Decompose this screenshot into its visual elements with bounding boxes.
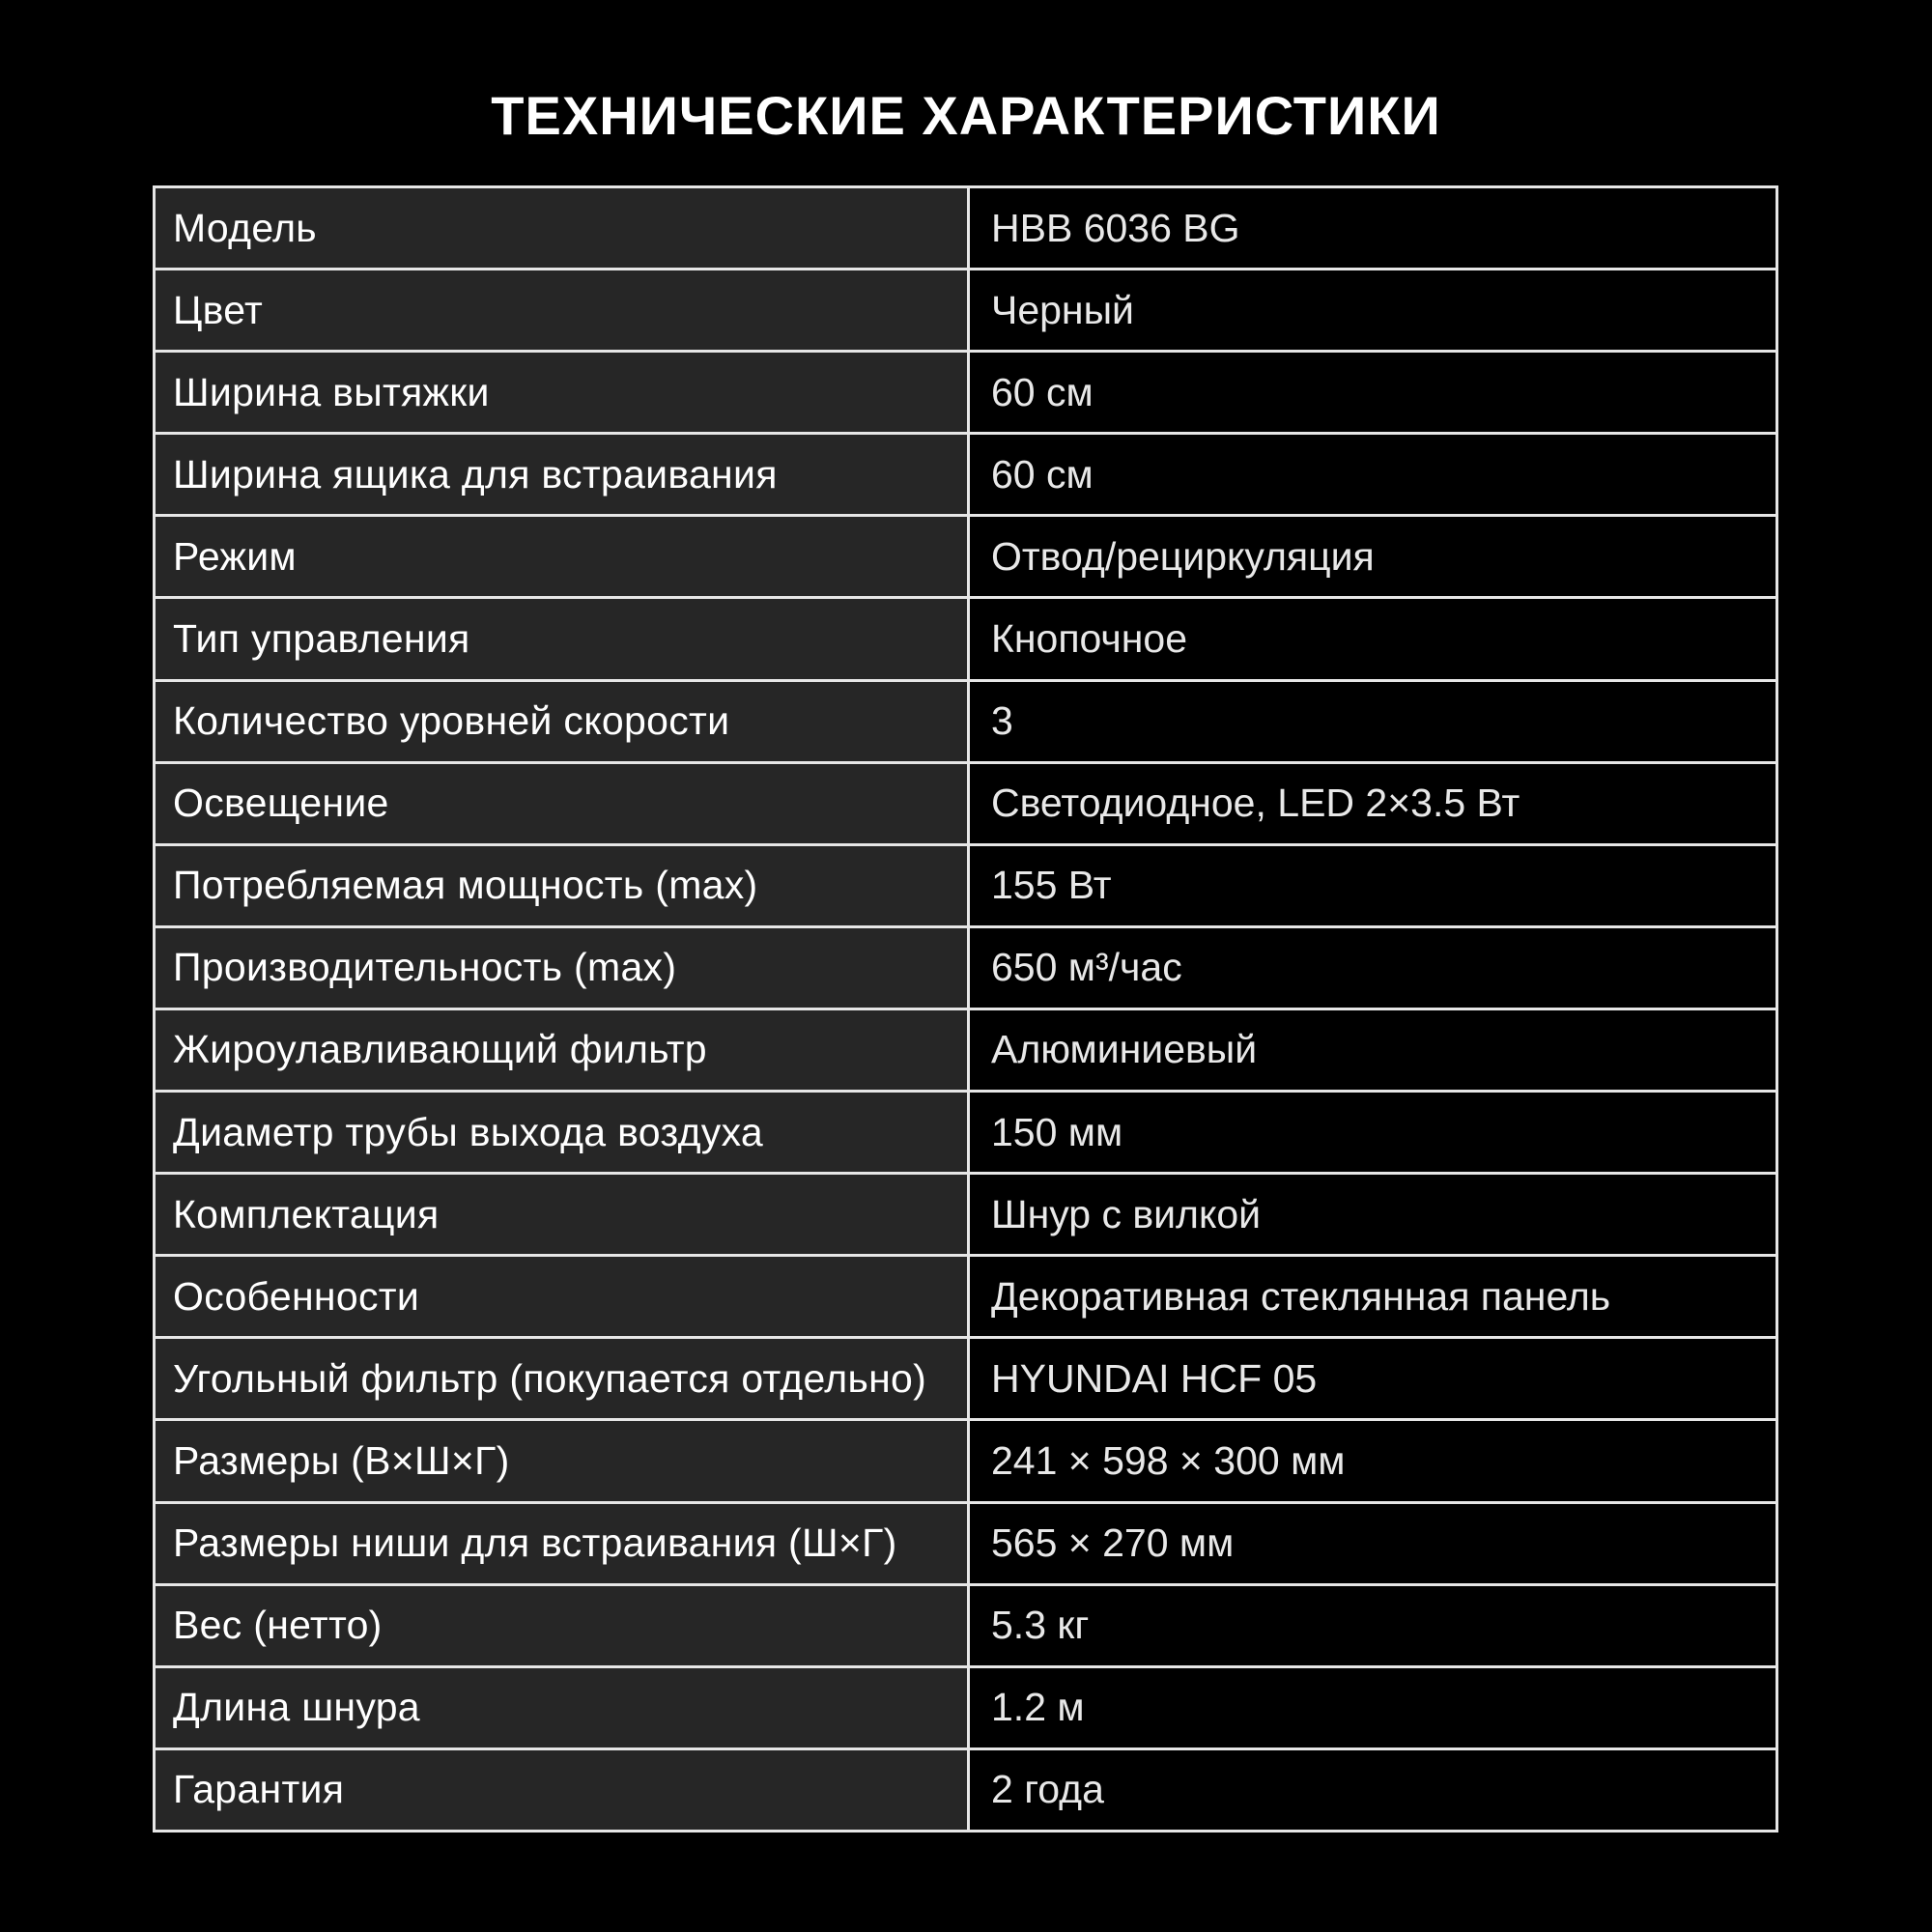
spec-value: Черный: [969, 270, 1777, 352]
spec-table: [153, 185, 1778, 1833]
spec-label: Размеры ниши для встраивания (Ш×Г): [155, 1502, 969, 1584]
spec-label: Особенности: [155, 1256, 969, 1338]
spec-label: Ширина ящика для встраивания: [155, 434, 969, 516]
table-row: [155, 1502, 1777, 1584]
table-row: [155, 1420, 1777, 1502]
spec-label: Жироулавливающий фильтр: [155, 1009, 969, 1091]
spec-value: 155 Вт: [969, 844, 1777, 926]
spec-value: 5.3 кг: [969, 1584, 1777, 1666]
table-row: [155, 844, 1777, 926]
spec-label: Длина шнура: [155, 1666, 969, 1748]
spec-value: Светодиодное, LED 2×3.5 Вт: [969, 762, 1777, 844]
page-title: ТЕХНИЧЕСКИЕ ХАРАКТЕРИСТИКИ: [491, 85, 1441, 146]
spec-value: 241 × 598 × 300 мм: [969, 1420, 1777, 1502]
spec-label: Угольный фильтр (покупается отдельно): [155, 1338, 969, 1420]
spec-label: Цвет: [155, 270, 969, 352]
table-row: [155, 1666, 1777, 1748]
spec-label: Вес (нетто): [155, 1584, 969, 1666]
spec-label: Модель: [155, 187, 969, 270]
table-row: [155, 352, 1777, 434]
table-row: [155, 270, 1777, 352]
table-row: [155, 1256, 1777, 1338]
spec-value: 1.2 м: [969, 1666, 1777, 1748]
table-row: [155, 1748, 1777, 1831]
spec-label: Освещение: [155, 762, 969, 844]
table-row: [155, 762, 1777, 844]
spec-value: Декоративная стеклянная панель: [969, 1256, 1777, 1338]
spec-value: Отвод/рециркуляция: [969, 516, 1777, 598]
table-row: [155, 1174, 1777, 1256]
spec-value: HBB 6036 BG: [969, 187, 1777, 270]
spec-label: Потребляемая мощность (max): [155, 844, 969, 926]
table-row: [155, 598, 1777, 680]
spec-label: Ширина вытяжки: [155, 352, 969, 434]
spec-value: Алюминиевый: [969, 1009, 1777, 1091]
spec-value: HYUNDAI HCF 05: [969, 1338, 1777, 1420]
spec-value: Кнопочное: [969, 598, 1777, 680]
spec-label: Производительность (max): [155, 926, 969, 1009]
table-row: [155, 1584, 1777, 1666]
table-row: [155, 926, 1777, 1009]
spec-label: Гарантия: [155, 1748, 969, 1831]
spec-value: 650 м³/час: [969, 926, 1777, 1009]
spec-label: Диаметр трубы выхода воздуха: [155, 1092, 969, 1174]
spec-label: Размеры (В×Ш×Г): [155, 1420, 969, 1502]
table-row: [155, 680, 1777, 762]
spec-value: 565 × 270 мм: [969, 1502, 1777, 1584]
table-row: [155, 1092, 1777, 1174]
spec-value: 60 см: [969, 434, 1777, 516]
spec-label: Количество уровней скорости: [155, 680, 969, 762]
spec-label: Тип управления: [155, 598, 969, 680]
spec-value: 60 см: [969, 352, 1777, 434]
table-row: [155, 516, 1777, 598]
table-row: [155, 1009, 1777, 1091]
spec-value: 3: [969, 680, 1777, 762]
spec-value: 2 года: [969, 1748, 1777, 1831]
table-row: [155, 434, 1777, 516]
spec-value: Шнур с вилкой: [969, 1174, 1777, 1256]
spec-label: Комплектация: [155, 1174, 969, 1256]
spec-table-body: [155, 187, 1777, 1832]
table-row: [155, 187, 1777, 270]
spec-value: 150 мм: [969, 1092, 1777, 1174]
spec-label: Режим: [155, 516, 969, 598]
table-row: [155, 1338, 1777, 1420]
